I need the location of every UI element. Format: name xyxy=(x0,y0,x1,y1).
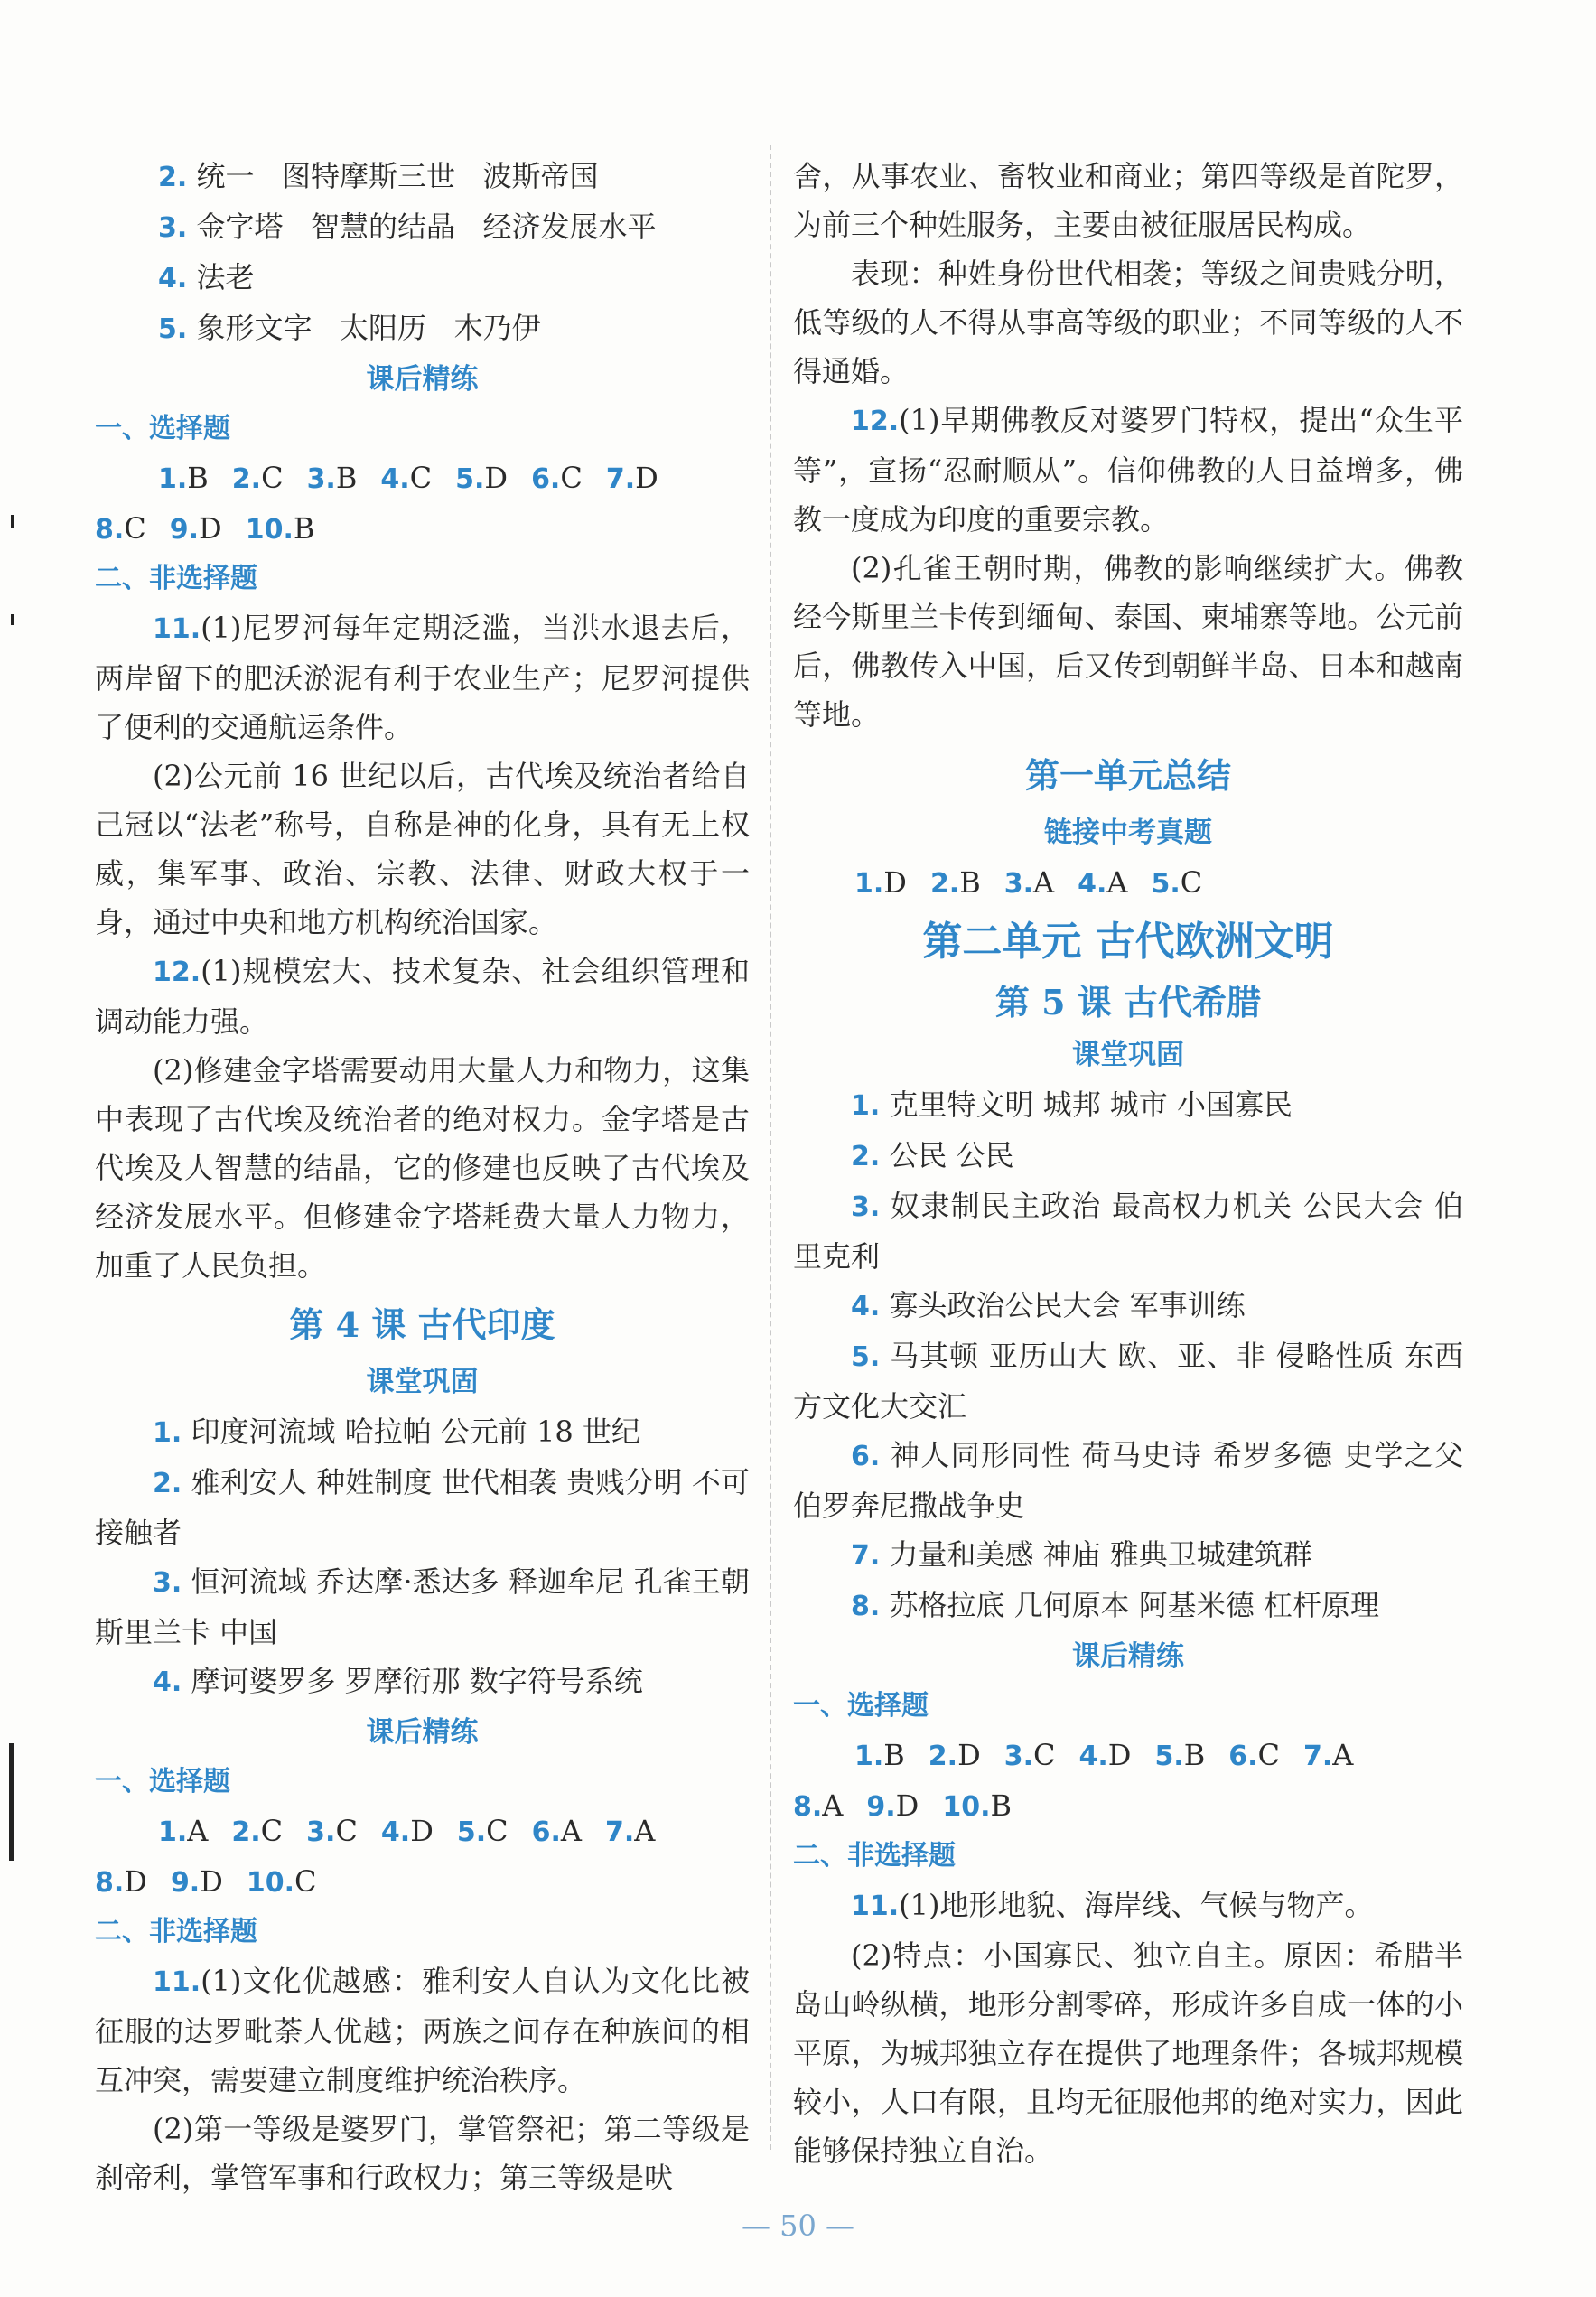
text-span: 统一 图特摩斯三世 波斯帝国 xyxy=(187,159,599,193)
text-span: B xyxy=(883,1738,905,1772)
text-span: C xyxy=(261,461,284,495)
text-span: 1. xyxy=(158,463,188,495)
list-item xyxy=(95,1458,750,1557)
text-span: D xyxy=(484,461,509,495)
scan-mark xyxy=(11,614,14,625)
list-item xyxy=(793,1181,1463,1281)
text-span: 6. xyxy=(851,1441,881,1472)
answer-paragraph xyxy=(95,947,750,1046)
text-span: 2. xyxy=(231,463,262,495)
text-span: (1)文化优越感：雅利安人自认为文化比被征服的达罗毗荼人优越；两族之间存在种族间的相互冲突，需要建立制度维护统治秩序。 xyxy=(95,1964,750,2097)
text-span: D xyxy=(410,1814,434,1848)
text-span: C xyxy=(1257,1738,1280,1772)
list-item xyxy=(793,1581,1463,1631)
text-span: C xyxy=(124,511,146,546)
text-span: C xyxy=(560,461,583,495)
list-item xyxy=(158,152,750,202)
text-span: 3. xyxy=(153,1567,182,1599)
answer-row xyxy=(793,858,1463,909)
list-item xyxy=(158,202,750,253)
answer-row xyxy=(95,504,750,555)
text-span: 3. xyxy=(1003,1741,1034,1772)
list-item xyxy=(158,253,750,303)
section-heading-exam: 链接中考真题 xyxy=(1044,817,1212,849)
section-heading-classwork: 课堂巩固 xyxy=(1072,1039,1184,1071)
answer-paragraph: 舍，从事农业、畜牧业和商业；第四等级是首陀罗，为前三个种姓服务，主要由被征服居民构成。 xyxy=(793,159,1463,242)
text-span: 5. xyxy=(456,1816,487,1848)
text-span: C xyxy=(1180,865,1203,900)
text-span: 2. xyxy=(928,1741,958,1772)
text-span: A xyxy=(560,1814,583,1848)
text-span: 11. xyxy=(153,1966,201,1998)
list-item xyxy=(793,1131,1463,1181)
text-span: D xyxy=(124,1864,147,1899)
text-span: 恒河流域 乔达摩·悉达多 释迦牟尼 孔雀王朝 斯里兰卡 中国 xyxy=(95,1564,750,1649)
answer-paragraph: 表现：种姓身份世代相袭；等级之间贵贱分明，低等级的人不得从事高等级的职业；不同等级的人不得通婚。 xyxy=(793,257,1463,388)
text-span: 1. xyxy=(854,868,884,900)
text-span: D xyxy=(200,1864,223,1899)
list-item xyxy=(793,1281,1463,1331)
section-nonchoice: 二、非选择题 xyxy=(793,1840,956,1872)
text-span: 6. xyxy=(531,463,561,495)
answer-paragraph xyxy=(95,1956,750,2105)
column-divider xyxy=(770,145,771,2150)
text-span: C xyxy=(294,1864,317,1899)
answer-paragraph: (2)特点：小国寡民、独立自主。原因：希腊半岛山岭纵横，地形分割零碎，形成许多自成一体的小平原，为城邦独立存在提供了地理条件；各城邦规模较小，人口有限，且均无征服他邦的绝对实力，因此能够保持独立自治。 xyxy=(793,1938,1463,2168)
answer-row xyxy=(793,1781,1463,1832)
text-span: 7. xyxy=(605,463,636,495)
text-span: A xyxy=(1033,865,1055,900)
text-span: B xyxy=(1183,1738,1206,1772)
text-span: A xyxy=(187,1814,209,1848)
text-span: 马其顿 亚历山大 欧、亚、非 侵略性质 东西方文化大交汇 xyxy=(793,1339,1463,1424)
text-span: B xyxy=(335,461,358,495)
text-span: 5. xyxy=(158,313,188,345)
text-span: 克里特文明 城邦 城市 小国寡民 xyxy=(880,1088,1293,1122)
text-span: 5. xyxy=(851,1341,881,1373)
text-span: 4. xyxy=(153,1667,182,1698)
answer-paragraph xyxy=(793,1881,1463,1931)
text-span: 8. xyxy=(793,1791,823,1823)
list-item xyxy=(793,1530,1463,1581)
text-span: 3. xyxy=(306,1816,336,1848)
section-heading-practice: 课后精练 xyxy=(1072,1640,1184,1673)
text-span: 9. xyxy=(170,1867,201,1899)
text-span: C xyxy=(335,1814,358,1848)
text-span: 法老 xyxy=(187,260,255,294)
text-span: D xyxy=(635,461,658,495)
lesson-title: 第 4 课 古代印度 xyxy=(289,1304,555,1345)
text-span: 8. xyxy=(851,1591,881,1622)
text-span: 公民 公民 xyxy=(880,1138,1014,1172)
text-span: 3. xyxy=(158,212,188,244)
text-span: 2. xyxy=(158,162,188,193)
list-item xyxy=(95,1557,750,1657)
text-span: 5. xyxy=(1154,1741,1184,1772)
section-choice: 一、选择题 xyxy=(95,1766,230,1797)
text-span: (1)地形地貌、海岸线、气候与物产。 xyxy=(899,1888,1374,1922)
text-span: C xyxy=(260,1814,284,1848)
text-span: 金字塔 智慧的结晶 经济发展水平 xyxy=(187,210,657,244)
text-span: 6. xyxy=(531,1816,561,1848)
text-span: 印度河流域 哈拉帕 公元前 18 世纪 xyxy=(182,1415,640,1449)
answer-row xyxy=(793,1731,1463,1781)
text-span: 9. xyxy=(866,1791,896,1823)
text-span: 雅利安人 种姓制度 世代相袭 贵贱分明 不可接触者 xyxy=(95,1465,750,1550)
text-span: 苏格拉底 几何原本 阿基米德 杠杆原理 xyxy=(880,1588,1379,1622)
text-span: (1)尼罗河每年定期泛滥，当洪水退去后，两岸留下的肥沃淤泥有利于农业生产；尼罗河提供了便利的交通航运条件。 xyxy=(95,611,750,744)
text-span: 力量和美感 神庙 雅典卫城建筑群 xyxy=(880,1537,1312,1572)
text-span: C xyxy=(1033,1738,1056,1772)
text-span: 10. xyxy=(942,1791,991,1823)
text-span: C xyxy=(486,1814,509,1848)
section-nonchoice: 二、非选择题 xyxy=(95,1916,257,1947)
text-span: 10. xyxy=(246,1867,295,1899)
answer-paragraph xyxy=(95,603,750,752)
list-item xyxy=(793,1431,1463,1530)
text-span: D xyxy=(883,865,907,900)
text-span: D xyxy=(895,1788,919,1823)
list-item xyxy=(793,1080,1463,1131)
text-span: 3. xyxy=(306,463,336,495)
text-span: 神人同形同性 荷马史诗 希罗多德 史学之父 伯罗奔尼撒战争史 xyxy=(793,1438,1463,1523)
answer-paragraph: (2)公元前 16 世纪以后，古代埃及统治者给自己冠以“法老”称号，自称是神的化身，具有无上权威，集军事、政治、宗教、法律、财政大权于一身，通过中央和地方机构统治国家。 xyxy=(95,759,750,939)
left-column xyxy=(95,152,750,2202)
text-span: 奴隶制民主政治 最高权力机关 公民大会 伯里克利 xyxy=(793,1189,1463,1274)
text-span: 7. xyxy=(851,1540,881,1572)
page-number: — 50 — xyxy=(741,2208,855,2243)
scan-mark xyxy=(11,515,14,528)
text-span: C xyxy=(409,461,433,495)
text-span: 1. xyxy=(851,1090,881,1122)
answer-row xyxy=(95,1857,750,1908)
text-span: 5. xyxy=(455,463,485,495)
text-span: B xyxy=(293,511,315,546)
text-span: A xyxy=(1332,1738,1354,1772)
text-span: 12. xyxy=(851,406,900,437)
answer-row xyxy=(95,453,750,504)
unit-title: 第二单元 古代欧洲文明 xyxy=(922,919,1334,965)
list-item xyxy=(95,1657,750,1707)
text-span: 2. xyxy=(851,1141,881,1172)
text-span: 4. xyxy=(158,263,188,294)
text-span: 4. xyxy=(380,1816,411,1848)
answer-paragraph: (2)修建金字塔需要动用大量人力和物力，这集中表现了古代埃及统治者的绝对权力。金字塔是古代埃及人智慧的结晶，它的修建也反映了古代埃及经济发展水平。但修建金字塔耗费大量人力物力，加重了人民负担。 xyxy=(95,1053,750,1283)
text-span: 寡头政治公民大会 军事训练 xyxy=(880,1288,1246,1322)
section-heading-practice: 课后精练 xyxy=(366,363,479,396)
text-span: A xyxy=(634,1814,656,1848)
text-span: 11. xyxy=(851,1891,900,1922)
text-span: 4. xyxy=(380,463,410,495)
text-span: 摩诃婆罗多 罗摩衍那 数字符号系统 xyxy=(182,1664,643,1698)
text-span: 4. xyxy=(851,1291,881,1322)
text-span: (1)早期佛教反对婆罗门特权，提出“众生平等”，宣扬“忍耐顺从”。信仰佛教的人日益增多，佛教一度成为印度的重要宗教。 xyxy=(793,403,1463,537)
text-span: 1. xyxy=(153,1417,182,1449)
text-span: A xyxy=(1106,865,1128,900)
answer-paragraph: (2)第一等级是婆罗门，掌管祭祀；第二等级是刹帝利，掌管军事和行政权力；第三等级是吠 xyxy=(95,2112,750,2195)
scan-mark xyxy=(9,1743,14,1861)
text-span: D xyxy=(199,511,222,546)
text-span: (1)规模宏大、技术复杂、社会组织管理和调动能力强。 xyxy=(95,954,750,1039)
text-span: 8. xyxy=(95,514,125,546)
text-span: 4. xyxy=(1078,868,1107,900)
section-heading-classwork: 课堂巩固 xyxy=(366,1366,479,1398)
text-span: B xyxy=(187,461,209,495)
text-span: 10. xyxy=(245,514,294,546)
answer-paragraph: (2)孔雀王朝时期，佛教的影响继续扩大。佛教经今斯里兰卡传到缅甸、泰国、柬埔寨等地。公元前后，佛教传入中国，后又传到朝鲜半岛、日本和越南等地。 xyxy=(793,551,1463,732)
text-span: 7. xyxy=(1303,1741,1333,1772)
text-span: 12. xyxy=(153,957,201,988)
text-span: 4. xyxy=(1078,1741,1108,1772)
section-choice: 一、选择题 xyxy=(793,1690,929,1722)
answer-paragraph xyxy=(793,396,1463,544)
text-span: 2. xyxy=(231,1816,261,1848)
review-list-lesson3 xyxy=(95,152,750,354)
text-span: D xyxy=(1107,1738,1132,1772)
text-span: B xyxy=(959,865,981,900)
section-nonchoice: 二、非选择题 xyxy=(95,563,257,594)
list-item xyxy=(95,1407,750,1458)
right-column xyxy=(793,152,1463,2175)
text-span: 3. xyxy=(851,1191,881,1223)
text-span: 9. xyxy=(169,514,200,546)
text-span: 5. xyxy=(1151,868,1181,900)
text-span: 象形文字 太阳历 木乃伊 xyxy=(187,311,541,345)
text-span: 1. xyxy=(158,1816,188,1848)
text-span: B xyxy=(990,1788,1012,1823)
text-span: A xyxy=(822,1788,844,1823)
list-item xyxy=(793,1331,1463,1431)
text-span: 2. xyxy=(929,868,960,900)
section-heading-practice: 课后精练 xyxy=(366,1716,479,1749)
text-span: D xyxy=(957,1738,981,1772)
text-span: 11. xyxy=(153,613,201,645)
text-span: 3. xyxy=(1003,868,1034,900)
text-span: 8. xyxy=(95,1867,125,1899)
text-span: 1. xyxy=(854,1741,884,1772)
list-item xyxy=(158,303,750,354)
answer-row xyxy=(95,1807,750,1857)
text-span: 7. xyxy=(605,1816,635,1848)
text-span: 6. xyxy=(1228,1741,1258,1772)
text-span: 2. xyxy=(153,1468,182,1499)
lesson-title: 第 5 课 古代希腊 xyxy=(994,982,1262,1022)
unit-summary-title: 第一单元总结 xyxy=(1024,755,1231,796)
section-choice: 一、选择题 xyxy=(95,413,230,444)
